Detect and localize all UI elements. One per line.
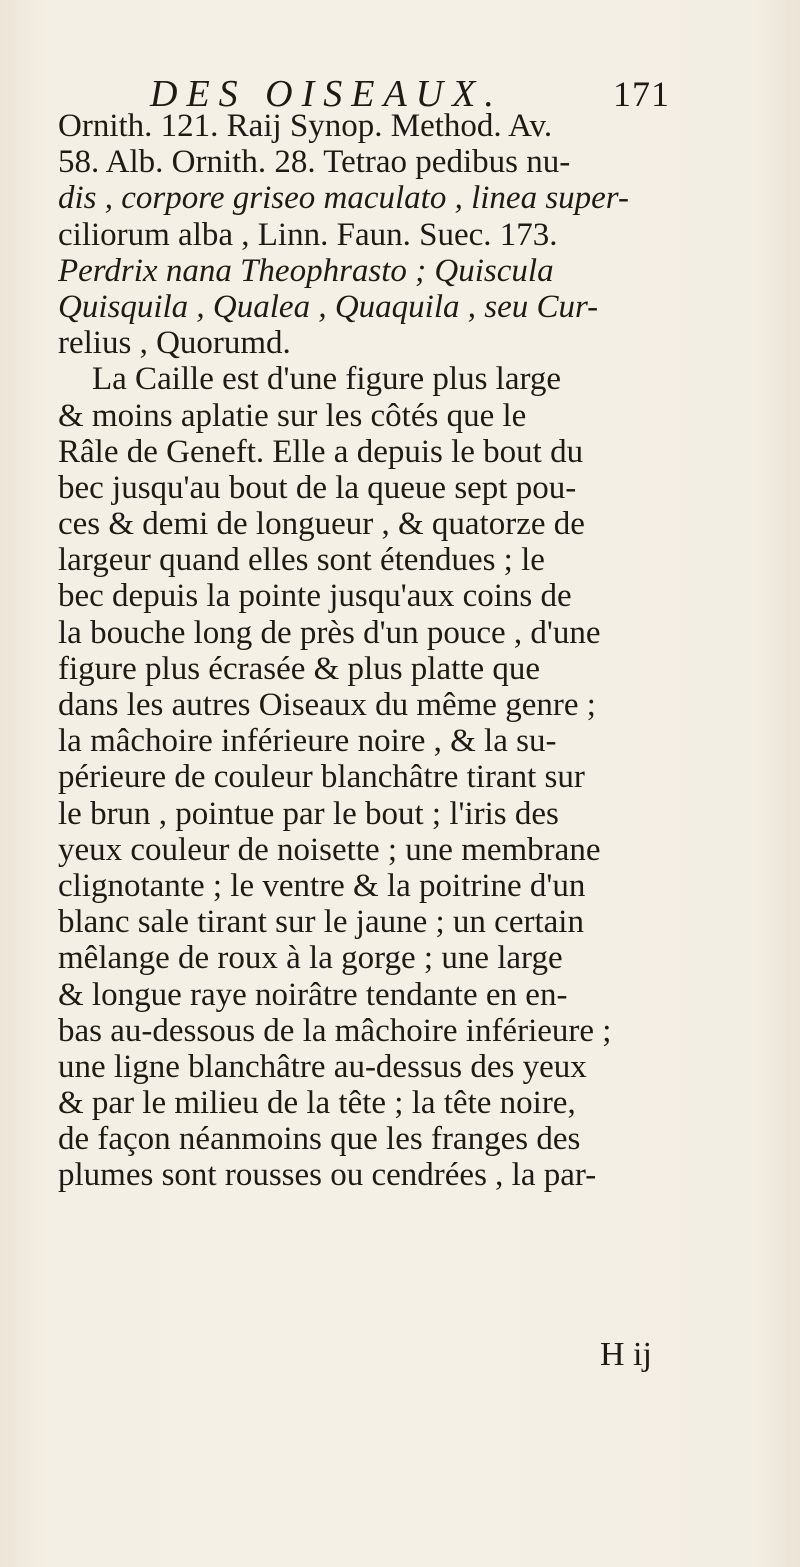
text-line: largeur quand elles sont étendues ; le — [58, 542, 545, 579]
text-line: bec depuis la pointe jusqu'aux coins de — [58, 578, 572, 615]
text-line: mêlange de roux à la gorge ; une large — [58, 940, 563, 977]
text-line: yeux couleur de noisette ; une membrane — [58, 831, 601, 868]
signature-mark: H ij — [600, 1336, 652, 1373]
text-line: & longue raye noirâtre tendante en en- — [58, 976, 568, 1013]
text-line: une ligne blanchâtre au-dessus des yeux — [58, 1048, 587, 1085]
text-line: la mâchoire inférieure noire , & la su- — [58, 723, 557, 760]
text-line: la bouche long de près d'un pouce , d'une — [58, 614, 601, 651]
text-line: dis , corpore griseo maculato , linea super- — [58, 180, 629, 217]
text-line: Quisquila , Qualea , Quaquila , seu Cur- — [58, 288, 599, 325]
text-line: périeure de couleur blanchâtre tirant sur — [58, 759, 585, 796]
text-line: plumes sont rousses ou cendrées , la par- — [58, 1157, 597, 1194]
text-line: le brun , pointue par le bout ; l'iris des — [58, 795, 559, 832]
running-title: DES OISEAUX. — [150, 73, 503, 115]
page-number: 171 — [613, 74, 670, 114]
body-text — [58, 108, 748, 1194]
paragraph-start-line: La Caille est d'une figure plus large — [92, 361, 562, 398]
text-line: ciliorum alba , Linn. Faun. Suec. 173. — [58, 216, 558, 253]
text-line: Râle de Geneft. Elle a depuis le bout du — [58, 433, 584, 470]
text-line: 58. Alb. Ornith. 28. Tetrao pedibus nu- — [58, 144, 571, 181]
text-line: ces & demi de longueur , & quatorze de — [58, 506, 585, 543]
text-line: & par le milieu de la tête ; la tête noire, — [58, 1085, 576, 1122]
text-line: figure plus écrasée & plus platte que — [58, 650, 540, 687]
text-line: dans les autres Oiseaux du même genre ; — [58, 687, 596, 723]
text-line: Ornith. 121. Raij Synop. Method. Av. — [58, 108, 553, 144]
text-line: Perdrix nana Theophrasto ; Quiscula — [58, 252, 554, 289]
text-line: blanc sale tirant sur le jaune ; un certain — [58, 904, 584, 941]
text-line: bec jusqu'au bout de la queue sept pou- — [58, 469, 577, 506]
text-line: relius , Quorumd. — [58, 325, 291, 362]
text-line: & moins aplatie sur les côtés que le — [58, 397, 527, 434]
text-line: de façon néanmoins que les franges des — [58, 1121, 581, 1158]
text-line: clignotante ; le ventre & la poitrine d'un — [58, 867, 586, 904]
text-line: bas au-dessous de la mâchoire inférieure ; — [58, 1012, 612, 1049]
